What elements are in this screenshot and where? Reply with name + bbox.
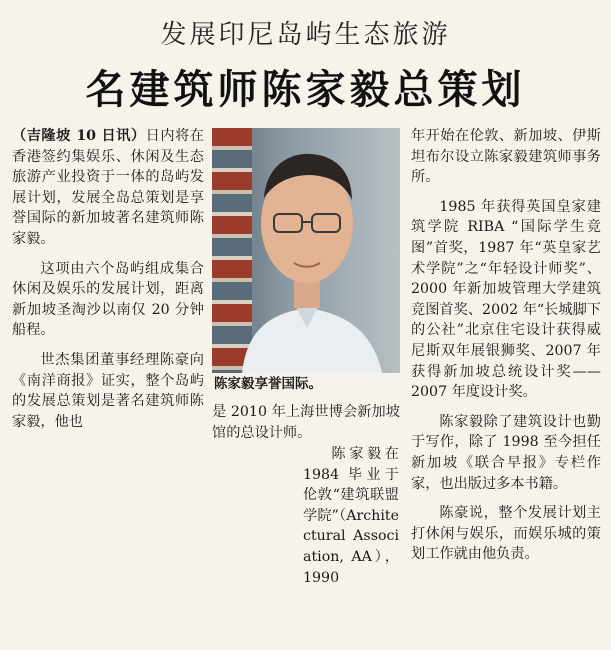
paragraph-1-text: 日内将在香港签约集娱乐、休闲及生态旅游产业投资于一体的岛屿发展计划，发展全岛总策划是享誉国际的新加坡著名建筑师陈家毅。 (12, 128, 204, 247)
column-2-text: 是 2010 年上海世博会新加坡馆的总设计师。 (212, 404, 400, 441)
paragraph-education: 陈家毅在 1984 毕业于伦敦“建筑联盟学院”（Architectural Association, AA），1990 (303, 446, 399, 586)
paragraph-3: 世杰集团董事经理陈豪向《南洋商报》证实，整个岛屿的发展总策划是著名建筑师陈家毅，他也 (12, 351, 204, 430)
column-2-narrow (303, 444, 399, 588)
portrait-photo (212, 128, 400, 373)
paragraph-plan: 陈豪说，整个发展计划主打休闲与娱乐，而娱乐城的策划工作就由他负责。 (411, 505, 601, 563)
photo-caption: 陈家毅享誉国际。 (212, 373, 402, 395)
article-headline: 名建筑师陈家毅总策划 (85, 67, 526, 113)
dateline: （吉隆坡 10 日讯） (12, 128, 146, 144)
paragraph-1 (12, 126, 204, 250)
paragraph-studio: 年开始在伦敦、新加坡、伊斯坦布尔设立陈家毅建筑师事务所。 (411, 128, 601, 186)
paragraph-writing: 陈家毅除了建筑设计也勤于写作，除了 1998 至今担任新加坡《联合早报》专栏作家，也出版过多本书籍。 (411, 413, 601, 492)
paragraph-awards: 1985 年获得英国皇家建筑学院 RIBA “国际学生竞图”首奖，1987 年“英皇家艺术学院”之“年轻设计师奖”、2000 年新加坡管理大学建筑竞图首奖、2002 年“长城脚下的公社”北京住宅设计获得威尼斯双年展银狮奖、2007 年获得新加坡总统设计奖——2007 年度设计奖。 (411, 198, 601, 401)
column-3 (411, 126, 601, 574)
article-subheadline: 发展印尼岛屿生态旅游 (160, 20, 451, 50)
paragraph-2: 这项由六个岛屿组成集合休闲及娱乐的发展计划，距离新加坡圣淘沙以南仅 20 分钟船程。 (12, 260, 204, 339)
portrait-figure (212, 128, 400, 373)
column-1 (12, 126, 204, 441)
